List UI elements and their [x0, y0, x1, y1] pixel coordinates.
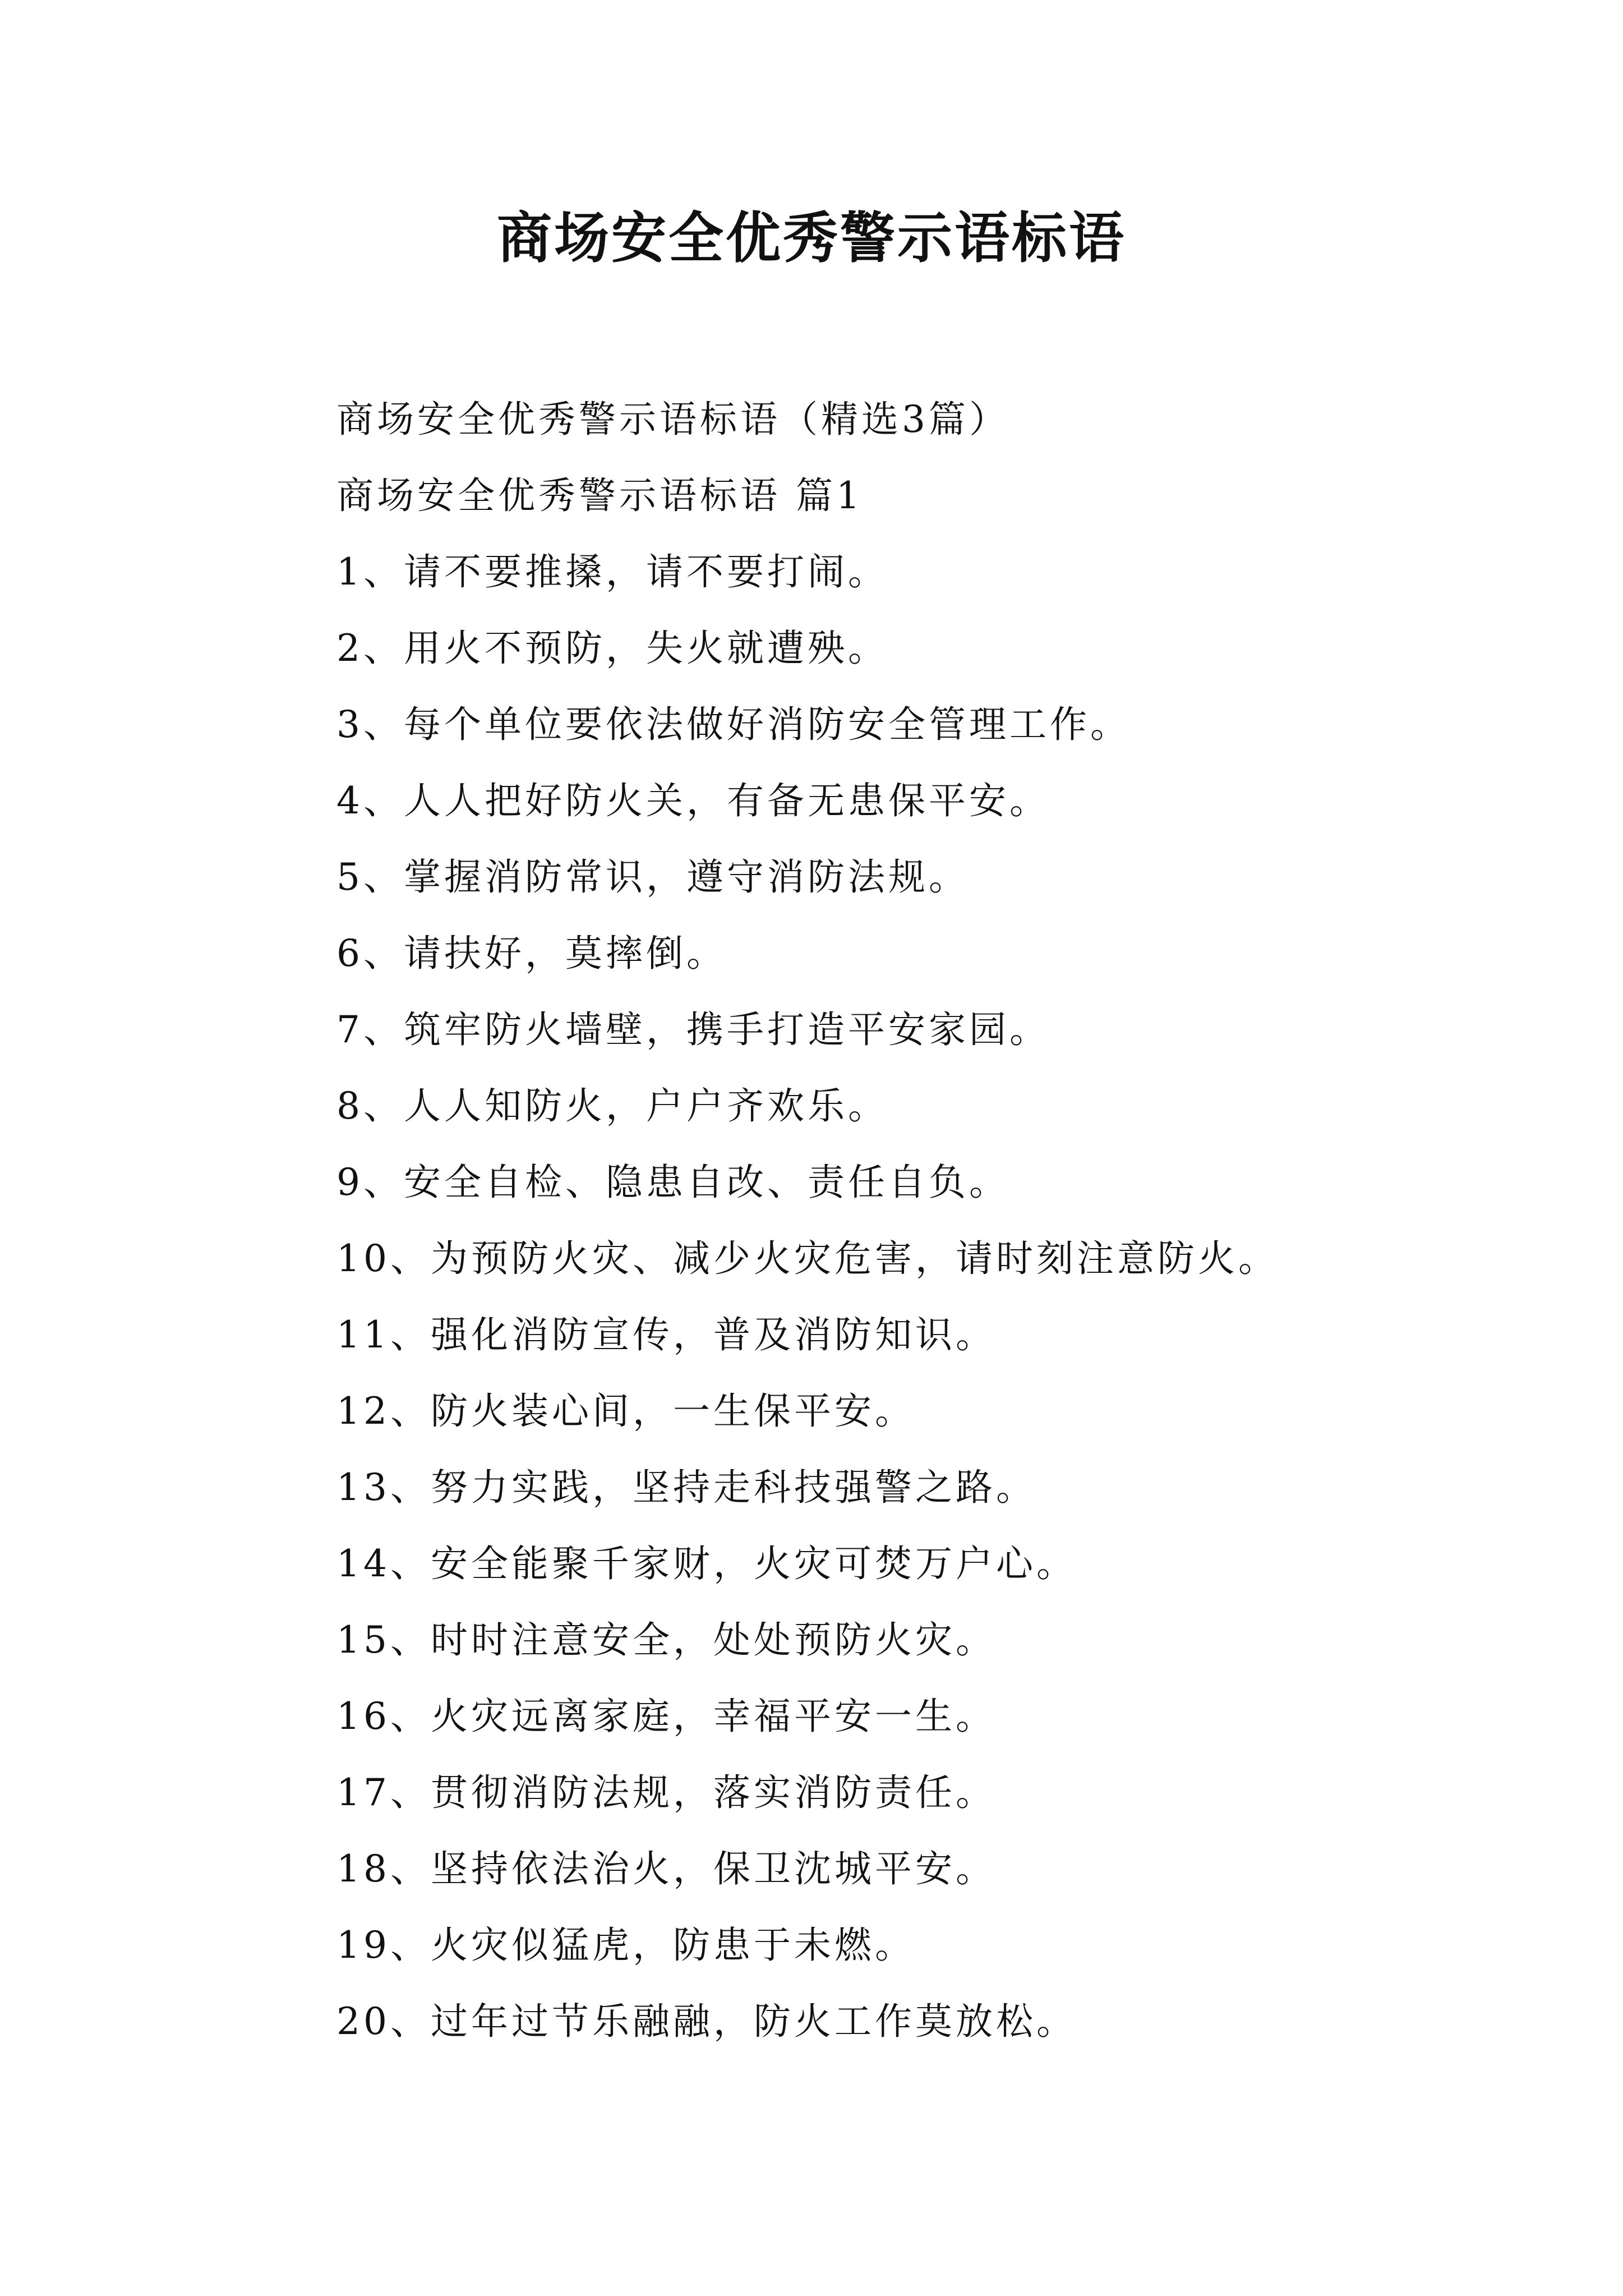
slogan-item: 3、每个单位要依法做好消防安全管理工作。 [336, 703, 1131, 746]
slogan-item: 16、火灾远离家庭，幸福平安一生。 [336, 1695, 996, 1738]
slogan-item: 19、火灾似猛虎，防患于未燃。 [336, 1924, 915, 1967]
slogan-item: 20、过年过节乐融融，防火工作莫放松。 [336, 2000, 1077, 2043]
slogan-item: 17、贯彻消防法规，落实消防责任。 [336, 1771, 996, 1814]
slogan-item: 9、安全自检、隐患自改、责任自负。 [336, 1161, 1009, 1204]
slogan-item: 8、人人知防火，户户齐欢乐。 [336, 1084, 888, 1128]
slogan-item: 5、掌握消防常识，遵守消防法规。 [336, 855, 969, 899]
slogan-item: 11、强化消防宣传，普及消防知识。 [336, 1313, 996, 1356]
page-title: 商场安全优秀警示语标语 [496, 206, 1126, 270]
document-body [336, 381, 1486, 2060]
slogan-item: 10、为预防火灾、减少火灾危害，请时刻注意防火。 [336, 1237, 1279, 1280]
slogan-item: 4、人人把好防火关，有备无患保平安。 [336, 779, 1050, 822]
section-heading: 商场安全优秀警示语标语 篇1 [336, 474, 863, 517]
slogan-item: 18、坚持依法治火，保卫沈城平安。 [336, 1847, 996, 1890]
slogan-item: 1、请不要推搡，请不要打闹。 [336, 550, 888, 593]
slogan-item: 12、防火装心间，一生保平安。 [336, 1389, 915, 1433]
slogan-item: 7、筑牢防火墙壁，携手打造平安家园。 [336, 1008, 1050, 1051]
slogan-item: 13、努力实践，坚持走科技强警之路。 [336, 1466, 1036, 1509]
slogan-item: 14、安全能聚千家财，火灾可焚万户心。 [336, 1542, 1077, 1585]
slogan-item: 6、请扶好，莫摔倒。 [336, 932, 727, 975]
document-subtitle: 商场安全优秀警示语标语（精选3篇） [336, 398, 1009, 441]
slogan-item: 15、时时注意安全，处处预防火灾。 [336, 1618, 996, 1662]
slogan-item: 2、用火不预防，失火就遭殃。 [336, 627, 888, 670]
